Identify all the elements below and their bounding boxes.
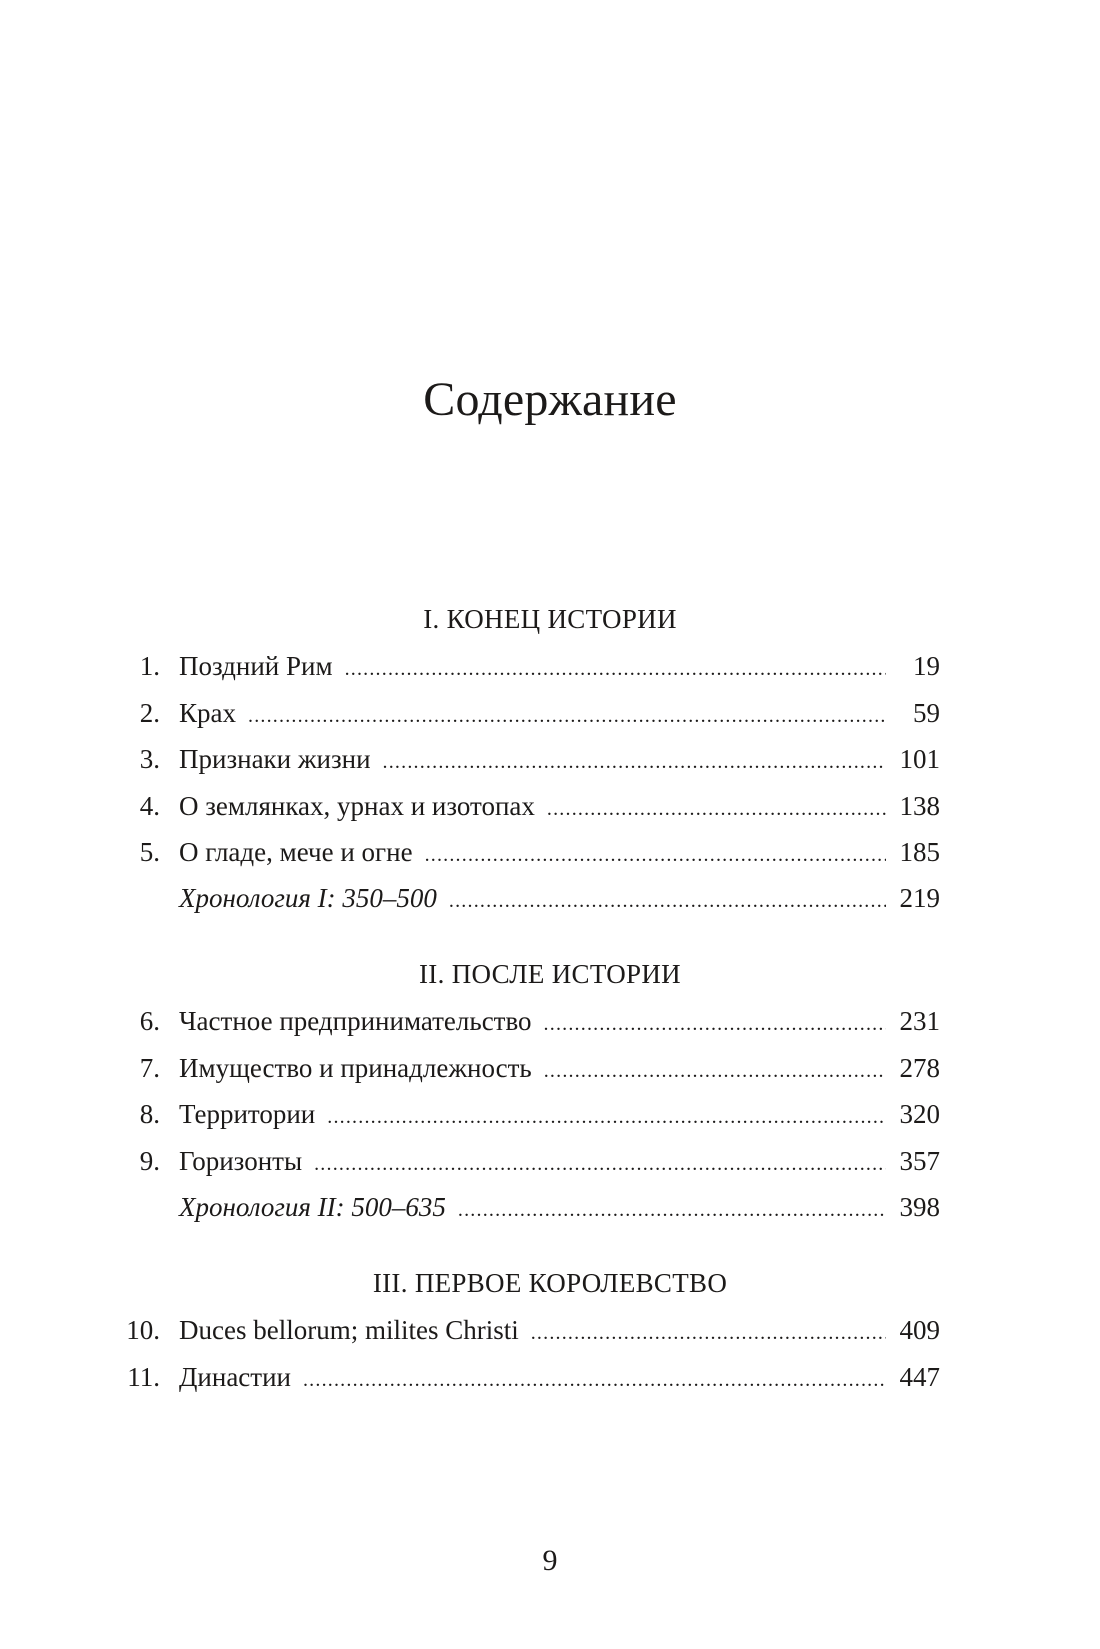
- entry-title: Поздний Рим: [179, 651, 333, 681]
- toc-entry[interactable]: [0, 1144, 1100, 1178]
- entry-page: 357: [899, 1146, 940, 1176]
- entry-page: 320: [899, 1099, 940, 1129]
- entry-number: 8.: [139, 1099, 160, 1129]
- toc-entry[interactable]: [0, 1313, 1100, 1347]
- entry-page: 398: [899, 1192, 940, 1222]
- dot-leader: [458, 1193, 886, 1227]
- dot-leader: [327, 1100, 885, 1134]
- entry-page: 231: [899, 1006, 940, 1036]
- toc-entry[interactable]: [0, 1097, 1100, 1131]
- dot-leader: [303, 1363, 886, 1397]
- entry-title: О гладе, мече и огне: [179, 837, 413, 867]
- toc-entry[interactable]: [0, 789, 1100, 823]
- page-title: Содержание: [423, 373, 677, 426]
- dot-leader: [531, 1316, 886, 1350]
- entry-title: О землянках, урнах и изотопах: [179, 791, 535, 821]
- entry-title: Территории: [179, 1099, 316, 1129]
- entry-number: 6.: [139, 1006, 160, 1036]
- entry-title: Горизонты: [179, 1146, 303, 1176]
- toc-entry[interactable]: [0, 696, 1100, 730]
- entry-page: 219: [899, 883, 940, 913]
- entry-page: 278: [899, 1053, 940, 1083]
- entry-title: Имущество и принадлежность: [179, 1053, 532, 1083]
- entry-number: 10.: [126, 1315, 160, 1345]
- dot-leader: [544, 1054, 886, 1088]
- toc-entry[interactable]: [0, 1004, 1100, 1038]
- dot-leader: [449, 884, 886, 918]
- entry-title: Хронология II: 500–635: [179, 1192, 446, 1222]
- toc-entry[interactable]: [0, 835, 1100, 869]
- toc-entry-chronology[interactable]: [0, 1190, 1100, 1224]
- part-heading-3: III. ПЕРВОЕ КОРОЛЕВСТВО: [372, 1268, 728, 1298]
- dot-leader: [248, 699, 886, 733]
- toc-entry[interactable]: [0, 742, 1100, 776]
- entry-number: 5.: [139, 837, 160, 867]
- toc-entry-chronology[interactable]: [0, 881, 1100, 915]
- entry-page: 59: [913, 698, 940, 728]
- toc-entry[interactable]: [0, 1360, 1100, 1394]
- dot-leader: [425, 838, 886, 872]
- dot-leader: [314, 1147, 885, 1181]
- entry-number: 2.: [139, 698, 160, 728]
- entry-number: 9.: [139, 1146, 160, 1176]
- page-number: 9: [542, 1544, 558, 1577]
- dot-leader: [383, 745, 886, 779]
- entry-title: Хронология I: 350–500: [179, 883, 437, 913]
- entry-page: 19: [913, 651, 940, 681]
- entry-title: Частное предпринимательство: [179, 1006, 532, 1036]
- entry-title: Династии: [179, 1362, 291, 1392]
- entry-title: Признаки жизни: [179, 744, 371, 774]
- entry-page: 138: [899, 791, 940, 821]
- entry-title: Крах: [179, 698, 236, 728]
- part-heading-1: I. КОНЕЦ ИСТОРИИ: [423, 604, 677, 634]
- part-heading-2: II. ПОСЛЕ ИСТОРИИ: [419, 959, 681, 989]
- entry-page: 185: [899, 837, 940, 867]
- entry-number: 11.: [127, 1362, 160, 1392]
- entry-number: 3.: [139, 744, 160, 774]
- entry-page: 409: [899, 1315, 940, 1345]
- entry-number: 7.: [139, 1053, 160, 1083]
- entry-number: 4.: [139, 791, 160, 821]
- entry-page: 101: [899, 744, 940, 774]
- toc-entry[interactable]: [0, 649, 1100, 683]
- dot-leader: [544, 1007, 886, 1041]
- entry-number: 1.: [139, 651, 160, 681]
- dot-leader: [547, 792, 886, 826]
- entry-page: 447: [899, 1362, 940, 1392]
- toc-entry[interactable]: [0, 1051, 1100, 1085]
- dot-leader: [345, 652, 886, 686]
- entry-title: Duces bellorum; milites Christi: [179, 1315, 519, 1345]
